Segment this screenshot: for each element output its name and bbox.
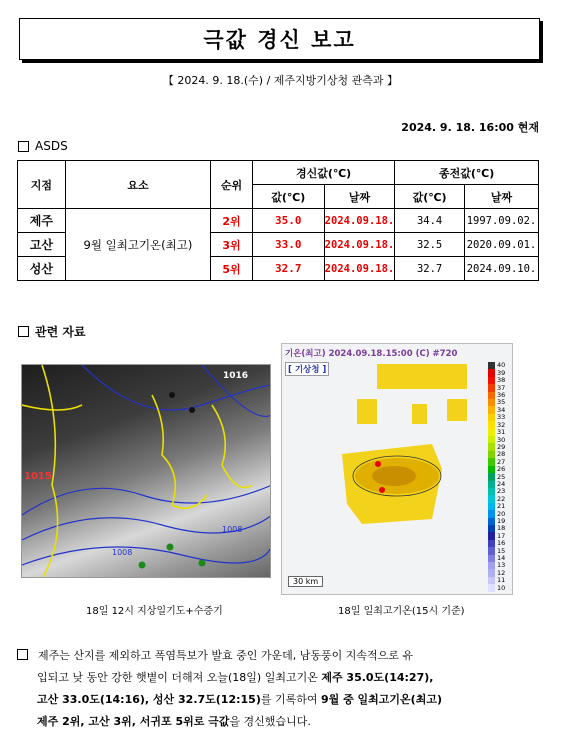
legend-item xyxy=(488,466,512,473)
legend-swatch xyxy=(488,518,495,525)
map-label-h1: 1016 xyxy=(223,371,249,381)
legend-swatch xyxy=(488,577,495,584)
legend-label: 23 xyxy=(497,487,506,496)
legend-swatch xyxy=(488,406,495,413)
legend-label: 10 xyxy=(497,583,506,592)
legend-label: 16 xyxy=(497,539,506,548)
legend-swatch xyxy=(488,436,495,443)
cell-element: 9월 일최고기온(최고) xyxy=(65,209,210,281)
cell-new-val: 32.7 xyxy=(252,257,324,281)
map-label-l2: 1008 xyxy=(222,525,243,534)
checkbox-icon xyxy=(18,326,29,337)
temperature-map-graphic xyxy=(282,344,482,595)
cell-old-val: 32.7 xyxy=(395,257,465,281)
legend-list xyxy=(488,362,512,592)
summary-line-4a: 제주 2위, 고산 3위, 서귀포 5위로 극값 xyxy=(37,715,230,728)
legend-label: 14 xyxy=(497,554,506,563)
report-title: 극값 경신 보고 xyxy=(19,18,540,60)
legend-label: 17 xyxy=(497,531,506,540)
summary-line-4b: 을 경신했습니다. xyxy=(229,715,311,728)
report-datetime: 2024. 9. 18. 16:00 현재 xyxy=(401,121,539,134)
map-label-l3: 1008 xyxy=(112,548,133,557)
legend-swatch xyxy=(488,369,495,376)
legend-label: 35 xyxy=(497,398,506,407)
legend-label: 27 xyxy=(497,457,506,466)
cell-old-date: 2020.09.01. xyxy=(464,233,538,257)
legend-label: 24 xyxy=(497,479,506,488)
legend-label: 30 xyxy=(497,435,506,444)
legend-label: 38 xyxy=(497,376,506,385)
summary-line-2a: 입되고 낮 동안 강한 햇볕이 더해져 오늘(18일) 일최고기온 xyxy=(37,671,322,684)
header-new-value: 경신값(℃) xyxy=(252,161,394,185)
record-table xyxy=(17,160,539,281)
legend-swatch xyxy=(488,414,495,421)
section-related xyxy=(18,323,86,340)
legend-label: 28 xyxy=(497,450,506,459)
summary-paragraph xyxy=(17,645,545,733)
legend-swatch xyxy=(488,399,495,406)
legend-label: 15 xyxy=(497,546,506,555)
weather-map-image xyxy=(21,364,271,578)
legend-swatch xyxy=(488,377,495,384)
temperature-map-image xyxy=(281,343,513,595)
legend-label: 19 xyxy=(497,516,506,525)
section-asds xyxy=(18,139,68,153)
cell-new-val: 33.0 xyxy=(252,233,324,257)
report-subtitle: 【 2024. 9. 18.(수) / 제주지방기상청 관측과 】 xyxy=(162,74,399,87)
legend-swatch xyxy=(488,473,495,480)
legend-swatch xyxy=(488,584,495,591)
legend-swatch xyxy=(488,488,495,495)
legend-label: 22 xyxy=(497,494,506,503)
map-scale: 30 km xyxy=(288,576,323,587)
legend-label: 26 xyxy=(497,465,506,474)
cell-rank: 2위 xyxy=(211,209,253,233)
legend-swatch xyxy=(488,429,495,436)
cell-new-date: 2024.09.18. xyxy=(324,209,395,233)
legend-swatch xyxy=(488,362,495,369)
cell-old-date: 2024.09.10. xyxy=(464,257,538,281)
legend-swatch xyxy=(488,451,495,458)
legend-swatch xyxy=(488,540,495,547)
legend-label: 32 xyxy=(497,420,506,429)
legend-swatch xyxy=(488,532,495,539)
legend-label: 39 xyxy=(497,368,506,377)
cell-rank: 5위 xyxy=(211,257,253,281)
header-new-date: 날짜 xyxy=(324,185,395,209)
legend-label: 36 xyxy=(497,391,506,400)
legend-swatch xyxy=(488,525,495,532)
legend-swatch xyxy=(488,495,495,502)
cell-old-val: 32.5 xyxy=(395,233,465,257)
header-old-val: 값(℃) xyxy=(395,185,465,209)
cell-old-val: 34.4 xyxy=(395,209,465,233)
temperature-map-header: 기온(최고) 2024.09.18.15:00 (C) #720 xyxy=(285,349,458,359)
legend-swatch xyxy=(488,466,495,473)
header-rank: 순위 xyxy=(211,161,253,209)
legend-swatch xyxy=(488,392,495,399)
legend-label: 12 xyxy=(497,568,506,577)
cell-new-date: 2024.09.18. xyxy=(324,233,395,257)
legend-label: 29 xyxy=(497,442,506,451)
legend-swatch xyxy=(488,503,495,510)
section-related-label: 관련 자료 xyxy=(35,325,86,339)
summary-line-3c: 9월 중 일최고기온(최고) xyxy=(320,693,442,706)
checkbox-icon xyxy=(17,649,28,660)
cell-new-val: 35.0 xyxy=(252,209,324,233)
temperature-map-source: [ 기상청 ] xyxy=(285,362,329,376)
legend-item xyxy=(488,584,512,591)
legend-label: 18 xyxy=(497,524,506,533)
cell-old-date: 1997.09.02. xyxy=(464,209,538,233)
cell-station: 성산 xyxy=(18,257,66,281)
summary-line-2b: 제주 35.0도(14:27), xyxy=(321,671,434,684)
summary-line-3a: 고산 33.0도(14:16), 성산 32.7도(12:15) xyxy=(37,693,261,706)
legend-swatch xyxy=(488,510,495,517)
legend-swatch xyxy=(488,555,495,562)
summary-line-1: 제주는 산지를 제외하고 폭염특보가 발효 중인 가운데, 남동풍이 지속적으로 유 xyxy=(38,649,413,662)
legend-label: 13 xyxy=(497,561,506,570)
legend-swatch xyxy=(488,458,495,465)
legend-label: 31 xyxy=(497,428,506,437)
table-row xyxy=(18,209,539,233)
legend-item xyxy=(488,429,512,436)
legend-swatch xyxy=(488,481,495,488)
map2-caption: 18일 일최고기온(15시 기준) xyxy=(338,606,465,617)
legend-swatch xyxy=(488,569,495,576)
legend-label: 25 xyxy=(497,472,506,481)
cell-new-date: 2024.09.18. xyxy=(324,257,395,281)
cell-station: 제주 xyxy=(18,209,66,233)
temperature-legend xyxy=(488,362,512,592)
map1-caption: 18일 12시 지상일기도+수증기 xyxy=(86,606,223,617)
legend-label: 34 xyxy=(497,405,506,414)
cell-rank: 3위 xyxy=(211,233,253,257)
header-station: 지점 xyxy=(18,161,66,209)
header-old-value: 종전값(℃) xyxy=(395,161,539,185)
legend-label: 20 xyxy=(497,509,506,518)
legend-item xyxy=(488,503,512,510)
header-old-date: 날짜 xyxy=(464,185,538,209)
legend-label: 40 xyxy=(497,361,506,370)
legend-swatch xyxy=(488,562,495,569)
legend-label: 33 xyxy=(497,413,506,422)
header-new-val: 값(℃) xyxy=(252,185,324,209)
legend-swatch xyxy=(488,443,495,450)
legend-label: 37 xyxy=(497,383,506,392)
weather-map-graphic xyxy=(22,365,271,578)
legend-swatch xyxy=(488,421,495,428)
map-label-l1: 1015 xyxy=(24,471,52,482)
legend-label: 21 xyxy=(497,502,506,511)
summary-line-3b: 를 기록하여 xyxy=(260,693,321,706)
legend-swatch xyxy=(488,547,495,554)
section-asds-label: ASDS xyxy=(35,139,68,153)
checkbox-icon xyxy=(18,141,29,152)
legend-label: 11 xyxy=(497,576,506,585)
cell-station: 고산 xyxy=(18,233,66,257)
legend-swatch xyxy=(488,384,495,391)
header-element: 요소 xyxy=(65,161,210,209)
